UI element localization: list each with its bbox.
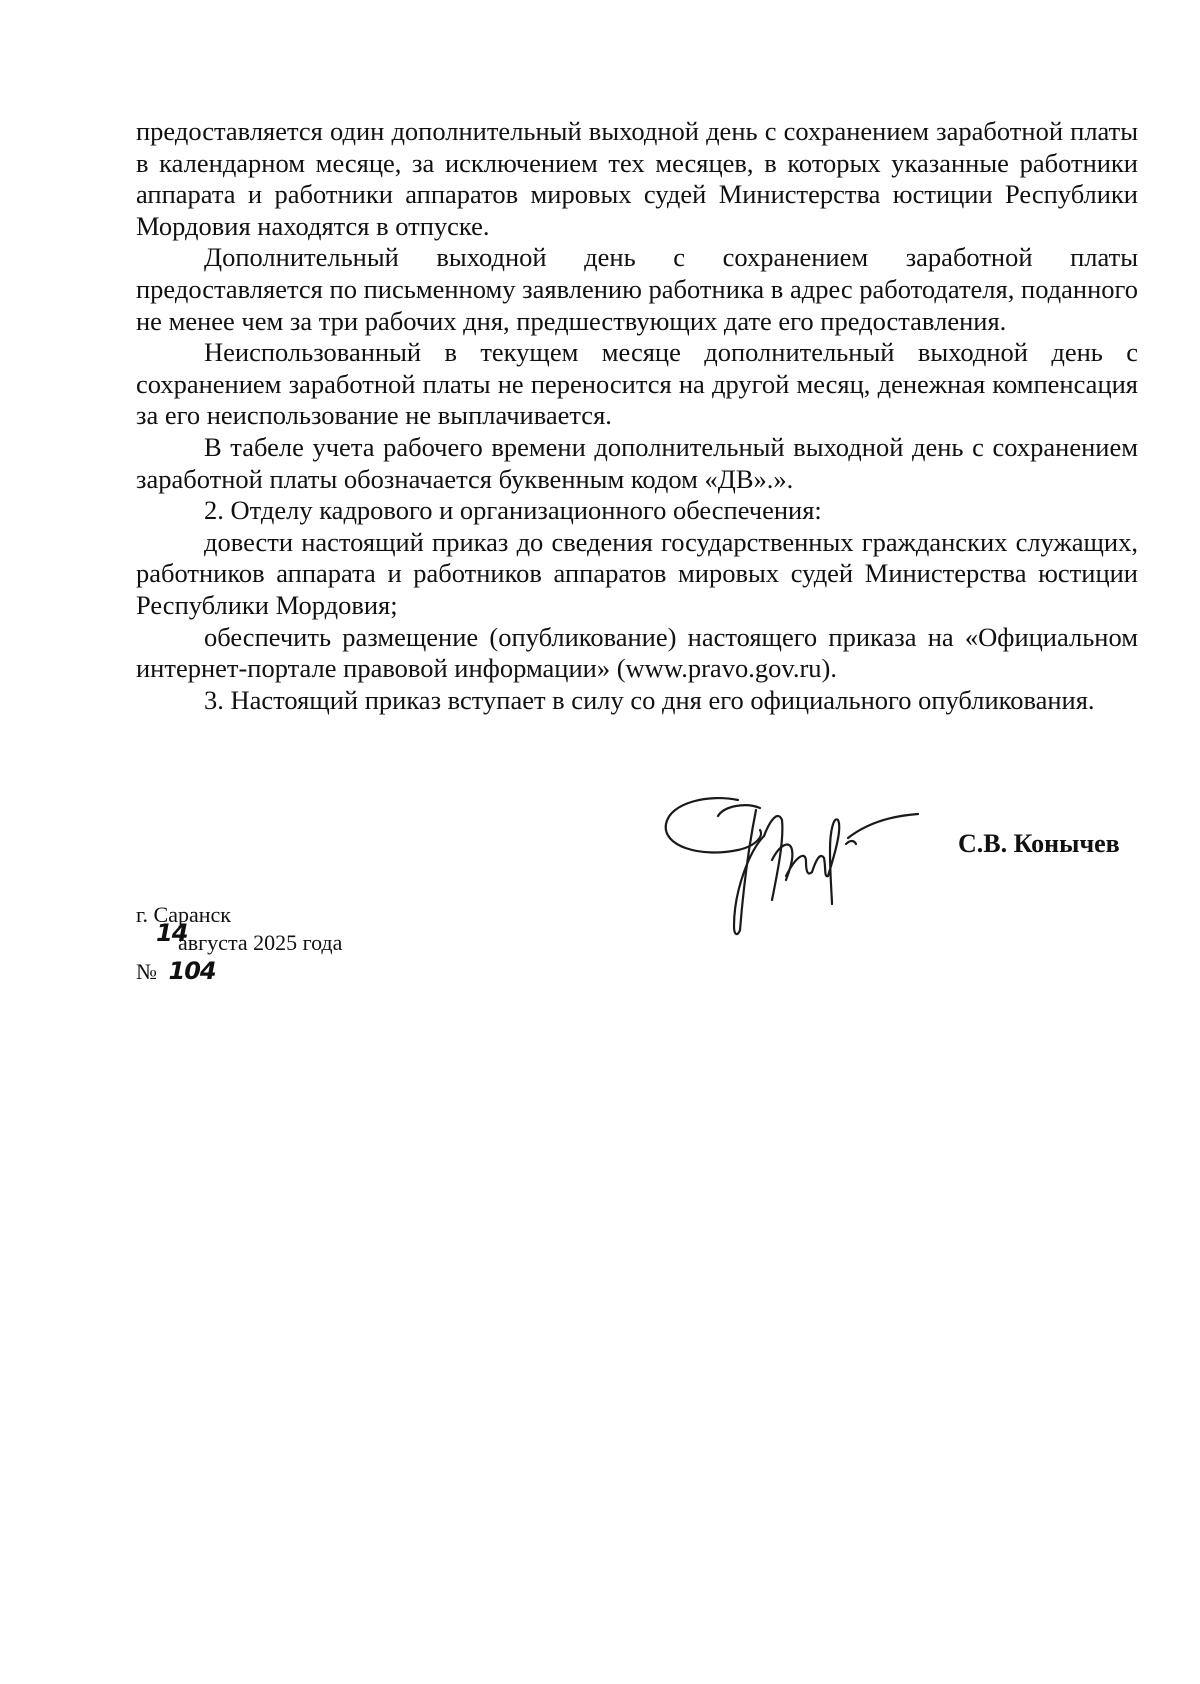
paragraph-8: 3. Настоящий приказ вступает в силу со дня его официального опубликования. — [204, 684, 1095, 715]
document-footer — [136, 901, 342, 986]
handwritten-signature — [660, 780, 940, 940]
number-line — [136, 957, 342, 986]
document-body — [136, 116, 1138, 716]
paragraph-5: 2. Отделу кадрового и организационного обеспечения: — [204, 495, 822, 526]
handwritten-day: 14 — [156, 919, 188, 947]
paragraph-2: Дополнительный выходной день с сохранением заработной платы предоставляется по письменному заявлению работника в адрес работодателя, поданного не менее чем за три рабочих дня, предшествующих дате его предоставления. — [136, 242, 1138, 336]
paragraph-1: предоставляется один дополнительный выходной день с сохранением заработной платы в календарном месяце, за исключением тех месяцев, в которых указанные работники аппарата и работники аппаратов мировых судей Министерства юстиции Республики Мордовия находятся в отпуске. — [136, 116, 1138, 241]
date-text: августа 2025 года — [178, 930, 343, 955]
paragraph-6: довести настоящий приказ до сведения государственных гражданских служащих, работников аппарата и работников аппаратов мировых судей Министерства юстиции Республики Мордовия; — [136, 526, 1138, 620]
paragraph-4: В табеле учета рабочего времени дополнительный выходной день с сохранением заработной платы обозначается буквенным кодом «ДВ».». — [136, 431, 1138, 494]
paragraph-3: Неиспользованный в текущем месяце дополнительный выходной день с сохранением заработной платы не переносится на другой месяц, денежная компенсация за его неиспользование не выплачивается. — [136, 337, 1138, 431]
signer-name: С.В. Конычев — [958, 829, 1120, 858]
number-label: № — [136, 959, 157, 984]
paragraph-7: обеспечить размещение (опубликование) настоящего приказа на «Официальном интернет-портале правовой информации» (www.pravo.gov.ru). — [136, 621, 1138, 684]
handwritten-number: 104 — [168, 957, 216, 985]
date-line — [136, 919, 343, 957]
city-line: г. Саранск — [136, 902, 231, 927]
